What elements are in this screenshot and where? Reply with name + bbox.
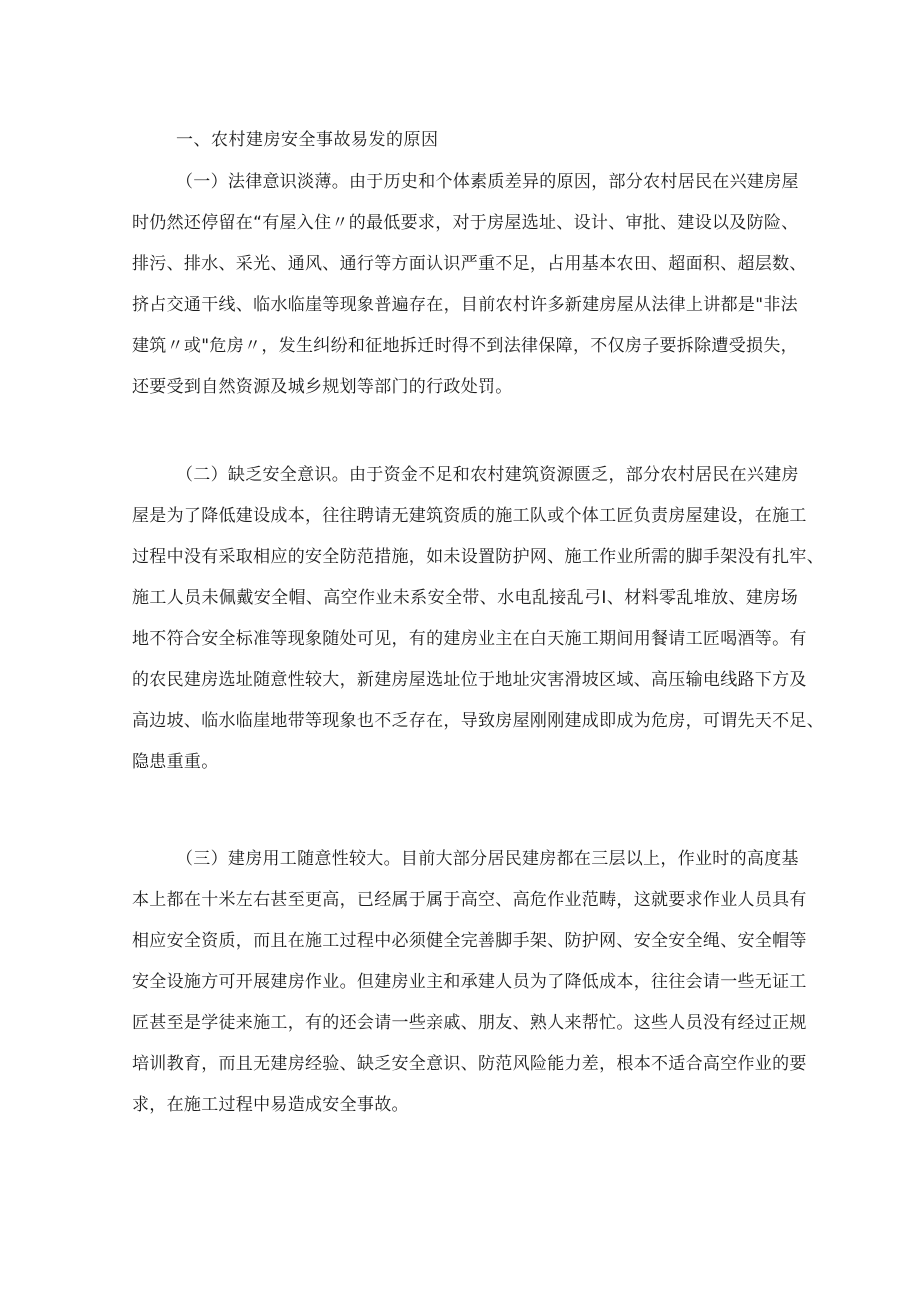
text-line: 培训教育，而且无建房经验、缺乏安全意识、防范风险能力差，根本不适合高空作业的要: [132, 1054, 807, 1074]
text-line: 屋是为了降低建设成本，往往聘请无建筑资质的施工队或个体工匠负责房屋建设，在施工: [132, 506, 807, 526]
text-line: 时仍然还停留在“有屋入住〃的最低要求，对于房屋选址、设计、审批、建设以及防险、: [132, 213, 799, 233]
text-line: （二）缺乏安全意识。由于资金不足和农村建筑资源匮乏，部分农村居民在兴建房: [176, 465, 799, 485]
text-line: 过程中没有采取相应的安全防范措施，如未设置防护网、施工作业所需的脚手架没有扎牢、: [132, 547, 824, 567]
text-line: 挤占交通干线、临水临崖等现象普遍存在，目前农村许多新建房屋从法律上讲都是"非法: [132, 295, 798, 315]
paragraph-safety-awareness: [132, 461, 824, 789]
text-line: 还要受到自然资源及城乡规划等部门的行政处罚。: [132, 377, 513, 397]
paragraph-labor-randomness: [132, 845, 807, 1132]
text-line: 施工人员未佩戴安全帽、高空作业未系安全带、水电乱接乱弓Ⅰ、材料零乱堆放、建房场: [132, 588, 798, 608]
text-line: 建筑〃或"危房〃，发生纠纷和征地拆迁时得不到法律保障，不仅房子要拆除遭受损失，: [132, 336, 798, 356]
text-line: 相应安全资质，而且在施工过程中必须健全完善脚手架、防护网、安全安全绳、安全帽等: [132, 931, 807, 951]
text-line: （一）法律意识淡薄。由于历史和个体素质差异的原因，部分农村居民在兴建房屋: [176, 172, 799, 192]
text-line: 隐患重重。: [132, 752, 219, 772]
text-line: 求，在施工过程中易造成安全事故。: [132, 1095, 409, 1115]
text-line: 高边坡、临水临崖地带等现象也不乏存在，导致房屋刚刚建成即成为危房，可谓先天不足、: [132, 711, 824, 731]
text-line: 的农民建房选址随意性较大，新建房屋选址位于地址灾害滑坡区域、高压输电线路下方及: [132, 670, 807, 690]
paragraph-legal-awareness: [132, 168, 807, 414]
text-line: 安全设施方可开展建房作业。但建房业主和承建人员为了降低成本，往往会请一些无证工: [132, 972, 807, 992]
text-line: （三）建房用工随意性较大。目前大部分居民建房都在三层以上，作业时的高度基: [176, 849, 799, 869]
text-line: 本上都在十米左右甚至更高，已经属于属于高空、高危作业范畴，这就要求作业人员具有: [132, 890, 807, 910]
section-heading: 一、农村建房安全事故易发的原因: [176, 130, 439, 150]
text-line: 排污、排水、采光、通风、通行等方面认识严重不足，占用基本农田、超面积、超层数、: [132, 254, 807, 274]
text-line: 匠甚至是学徒来施工，有的还会请一些亲戚、朋友、熟人来帮忙。这些人员没有经过正规: [132, 1013, 807, 1033]
text-line: 地不符合安全标准等现象随处可见，有的建房业主在白天施工期间用餐请工匠喝酒等。有: [132, 629, 807, 649]
